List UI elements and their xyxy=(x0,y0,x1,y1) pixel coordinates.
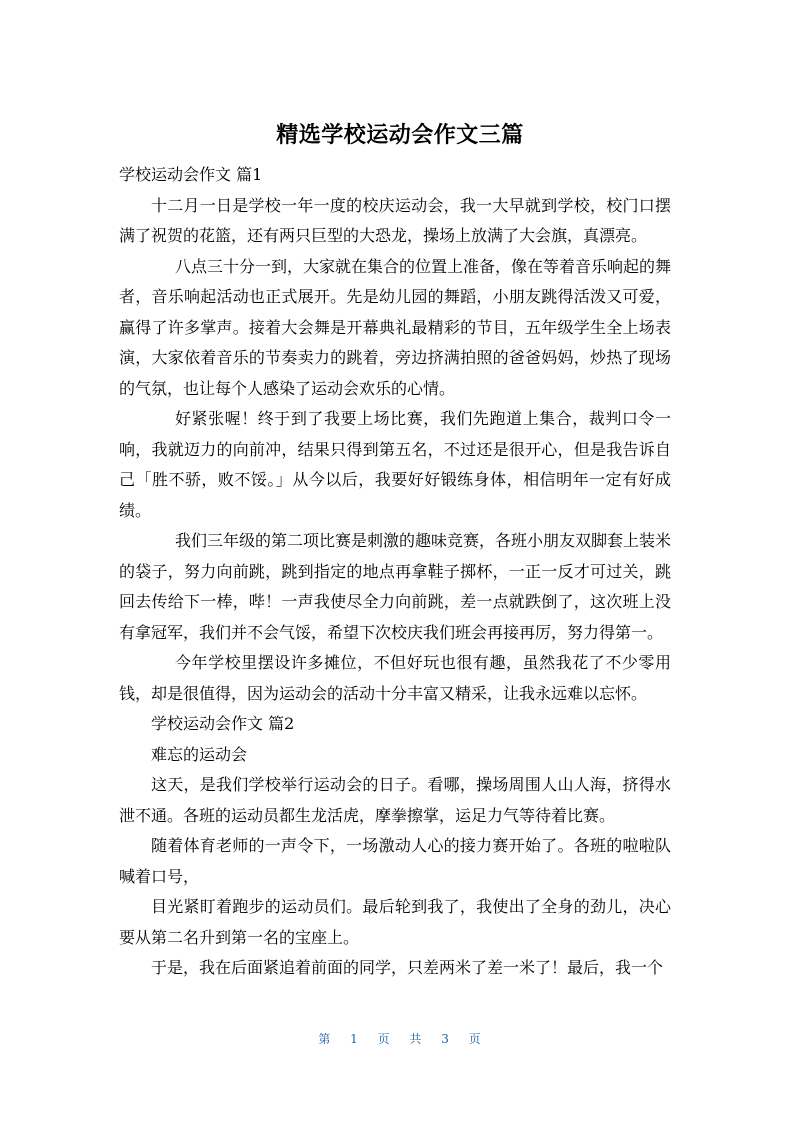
section-heading-1: 学校运动会作文 篇1 xyxy=(119,165,263,184)
essay-subtitle: 难忘的运动会 xyxy=(151,744,248,764)
paragraph: 我们三年级的第二项比赛是刺激的趣味竞赛，各班小朋友双脚套上装米的袋子，努力向前跳，跳到指定的地点再拿鞋子掷杯，一正一反才可过关，跳回去传给下一棒，哔！一声我使尽全力向前跳，差一点就跌倒了，这次班上没有拿冠军，我们并不会气馁，希望下次校庆我们班会再接再厉，努力得第一。 xyxy=(119,531,672,642)
paragraph: 八点三十分一到，大家就在集合的位置上准备，像在等着音乐响起的舞者，音乐响起活动也正式展开。先是幼儿园的舞蹈，小朋友跳得活泼又可爱，赢得了许多掌声。接着大会舞是开幕典礼最精彩的节目，五年级学生全上场表演，大家依着音乐的节奏卖力的跳着，旁边挤满拍照的爸爸妈妈，炒热了现场的气氛，也让每个人感染了运动会欢乐的心情。 xyxy=(119,256,672,398)
paragraph: 十二月一日是学校一年一度的校庆运动会，我一大早就到学校，校门口摆满了祝贺的花篮，还有两只巨型的大恐龙，操场上放满了大会旗，真漂亮。 xyxy=(119,195,671,245)
section-heading-2: 学校运动会作文 篇2 xyxy=(151,714,295,733)
document-body xyxy=(119,160,671,984)
paragraph: 随着体育老师的一声令下，一场激动人心的接力赛开始了。各班的啦啦队喊着口号， xyxy=(119,836,671,886)
paragraph: 今年学校里摆设许多摊位，不但好玩也很有趣，虽然我花了不少零用钱，却是很值得，因为运动会的活动十分丰富又精采，让我永远难以忘怀。 xyxy=(119,653,671,703)
paragraph: 于是，我在后面紧追着前面的同学，只差两米了差一米了！最后，我一个 xyxy=(151,958,664,977)
paragraph: 这天，是我们学校举行运动会的日子。看哪，操场周围人山人海，挤得水泄不通。各班的运动员都生龙活虎，摩拳擦掌，运足力气等待着比赛。 xyxy=(119,775,671,825)
paragraph: 目光紧盯着跑步的运动员们。最后轮到我了，我使出了全身的劲儿，决心要从第二名升到第一名的宝座上。 xyxy=(119,897,671,947)
document-title: 精选学校运动会作文三篇 xyxy=(276,122,524,148)
paragraph: 好紧张喔！终于到了我要上场比赛，我们先跑道上集合，裁判口令一响，我就迈力的向前冲，结果只得到第五名，不过还是很开心，但是我告诉自己「胜不骄，败不馁。」从今以后，我要好好锻练身体，相信明年一定有好成绩。 xyxy=(119,409,671,520)
page-number-footer: 第 1 页 共 3 页 xyxy=(318,1032,482,1046)
